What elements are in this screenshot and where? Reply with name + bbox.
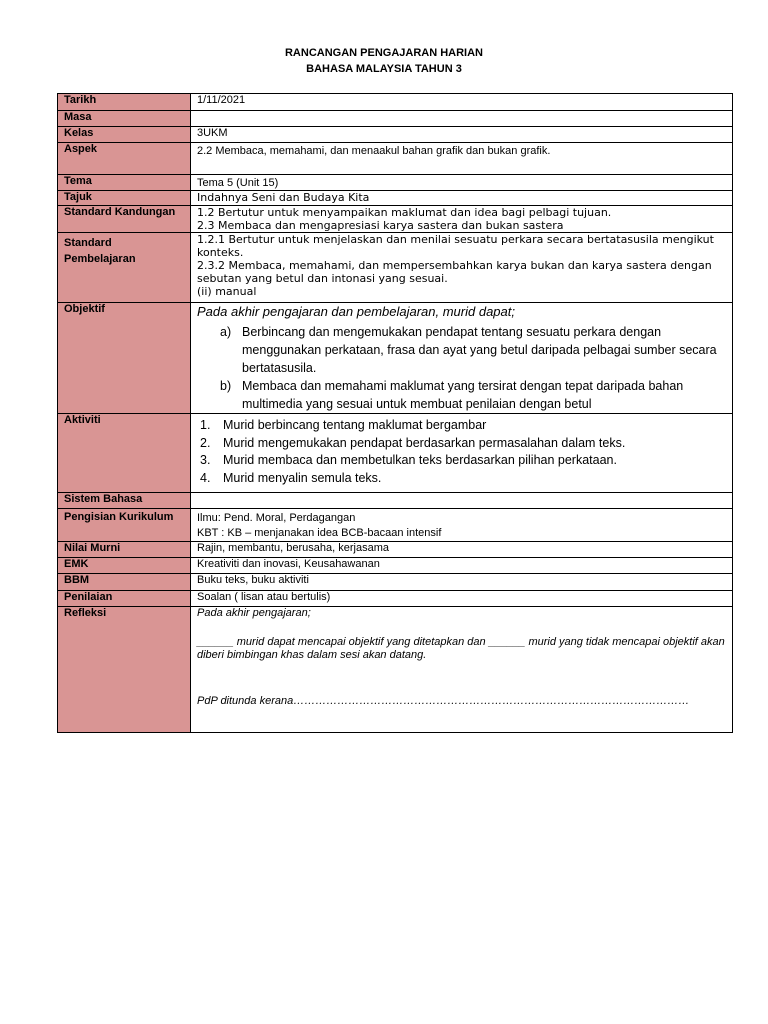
aktiviti-item — [197, 435, 732, 453]
value-standard-kandungan — [191, 206, 733, 233]
label-standard-pembelajaran — [58, 233, 191, 303]
value-bbm: Buku teks, buku aktiviti — [191, 574, 733, 591]
row-tema — [58, 175, 733, 191]
aktiviti-text: Murid berbincang tentang maklumat bergambar — [223, 418, 487, 432]
aktiviti-item — [197, 452, 732, 470]
value-objektif — [191, 303, 733, 414]
row-nilai-murni — [58, 542, 733, 558]
document-title: RANCANGAN PENGAJARAN HARIAN — [284, 47, 483, 59]
label-pengisian-kurikulum: Pengisian Kurikulum — [58, 509, 191, 542]
label-aktiviti: Aktiviti — [58, 414, 191, 493]
sk-line-1: 1.2 Bertutur untuk menyampaikan maklumat dan idea bagi pelbagi tujuan. — [197, 206, 612, 219]
objektif-item — [197, 377, 732, 413]
row-bbm — [58, 574, 733, 591]
row-sistem-bahasa — [58, 493, 733, 509]
row-penilaian — [58, 591, 733, 607]
label-penilaian: Penilaian — [58, 591, 191, 607]
aktiviti-item — [197, 470, 732, 488]
value-tarikh: 1/11/2021 — [191, 94, 733, 111]
objektif-marker: a) — [220, 325, 232, 339]
aktiviti-text: Murid menyalin semula teks. — [223, 470, 382, 485]
label-standard-kandungan: Standard Kandungan — [58, 206, 191, 233]
sp-line-1: 1.2.1 Bertutur untuk menjelaskan dan menilai sesuatu perkara secara bertatasusila mengikut konteks. — [197, 233, 714, 259]
sk-line-2: 2.3 Membaca dan mengapresiasi karya sastera dan bukan sastera — [197, 219, 564, 232]
pk-line-1: Ilmu: Pend. Moral, Perdagangan — [197, 512, 356, 524]
value-kelas: 3UKM — [191, 127, 733, 143]
refleksi-line-3: PdP ditunda kerana……………………………………………………………………………………………… — [197, 695, 690, 707]
row-emk — [58, 558, 733, 574]
aktiviti-marker: 1. — [200, 418, 211, 432]
objektif-intro: Pada akhir pengajaran dan pembelajaran, murid dapat; — [197, 304, 515, 319]
value-tema: Tema 5 (Unit 15) — [191, 175, 733, 191]
row-masa — [58, 111, 733, 127]
label-nilai-murni: Nilai Murni — [58, 542, 191, 558]
pk-line-2: KBT : KB – menjanakan idea BCB-bacaan intensif — [197, 527, 442, 539]
label-masa: Masa — [58, 111, 191, 127]
label-tajuk: Tajuk — [58, 191, 191, 206]
refleksi-line-2: ______ murid dapat mencapai objektif yang ditetapkan dan ______ murid yang tidak mencapai objektif akan diberi bimbingan khas dalam sesi akan datang. — [197, 636, 725, 661]
objektif-text: Membaca dan memahami maklumat yang tersirat dengan tepat daripada bahan multimedia yang sesuai untuk membuat penilaian dengan betul — [242, 379, 684, 411]
aktiviti-marker: 2. — [200, 435, 211, 450]
row-standard-kandungan — [58, 206, 733, 233]
row-kelas — [58, 127, 733, 143]
aktiviti-marker: 4. — [200, 470, 211, 485]
value-aktiviti — [191, 414, 733, 493]
label-tema: Tema — [58, 175, 191, 191]
value-pengisian-kurikulum — [191, 509, 733, 542]
value-nilai-murni: Rajin, membantu, berusaha, kerjasama — [191, 542, 733, 558]
label-kelas: Kelas — [58, 127, 191, 143]
value-tajuk: Indahnya Seni dan Budaya Kita — [191, 191, 733, 206]
value-masa — [191, 111, 733, 127]
aktiviti-text: Murid membaca dan membetulkan teks berdasarkan pilihan perkataan. — [223, 453, 617, 467]
value-refleksi — [191, 607, 733, 733]
sp-label-line-1: Standard — [64, 237, 112, 249]
document-subtitle: BAHASA MALAYSIA TAHUN 3 — [306, 63, 462, 75]
row-aktiviti — [58, 414, 733, 493]
value-standard-pembelajaran — [191, 233, 733, 303]
label-aspek: Aspek — [58, 143, 191, 175]
aktiviti-text: Murid mengemukakan pendapat berdasarkan permasalahan dalam teks. — [223, 435, 626, 450]
sp-line-2: 2.3.2 Membaca, memahami, dan mempersembahkan karya bukan dan karya sastera dengan sebutan yang betul dan intonasi yang sesuai. — [197, 259, 712, 285]
label-refleksi: Refleksi — [58, 607, 191, 733]
label-sistem-bahasa: Sistem Bahasa — [58, 493, 191, 509]
value-aspek: 2.2 Membaca, memahami, dan menaakul bahan grafik dan bukan grafik. — [191, 143, 733, 175]
label-objektif: Objektif — [58, 303, 191, 414]
refleksi-line-1: Pada akhir pengajaran; — [197, 607, 311, 619]
aktiviti-marker: 3. — [200, 453, 211, 467]
value-sistem-bahasa — [191, 493, 733, 509]
label-bbm: BBM — [58, 574, 191, 591]
row-refleksi — [58, 607, 733, 733]
row-aspek — [58, 143, 733, 175]
label-tarikh: Tarikh — [58, 94, 191, 111]
sp-line-3: (ii) manual — [197, 285, 257, 298]
label-emk: EMK — [58, 558, 191, 574]
row-tajuk — [58, 191, 733, 206]
aktiviti-list — [197, 417, 732, 487]
sp-label-line-2: Pembelajaran — [64, 253, 136, 265]
document-header — [0, 45, 768, 77]
objektif-marker: b) — [220, 379, 232, 393]
value-emk: Kreativiti dan inovasi, Keusahawanan — [191, 558, 733, 574]
objektif-item — [197, 323, 732, 377]
row-tarikh — [58, 94, 733, 111]
value-penilaian: Soalan ( lisan atau bertulis) — [191, 591, 733, 607]
row-standard-pembelajaran — [58, 233, 733, 303]
objektif-list — [197, 323, 732, 413]
lesson-plan-table — [57, 93, 733, 733]
row-objektif — [58, 303, 733, 414]
row-pengisian-kurikulum — [58, 509, 733, 542]
aktiviti-item — [197, 417, 732, 435]
objektif-text: Berbincang dan mengemukakan pendapat tentang sesuatu perkara dengan menggunakan perkataan, frasa dan ayat yang betul daripada pelbagai sumber secara bertatasusila. — [242, 325, 717, 375]
